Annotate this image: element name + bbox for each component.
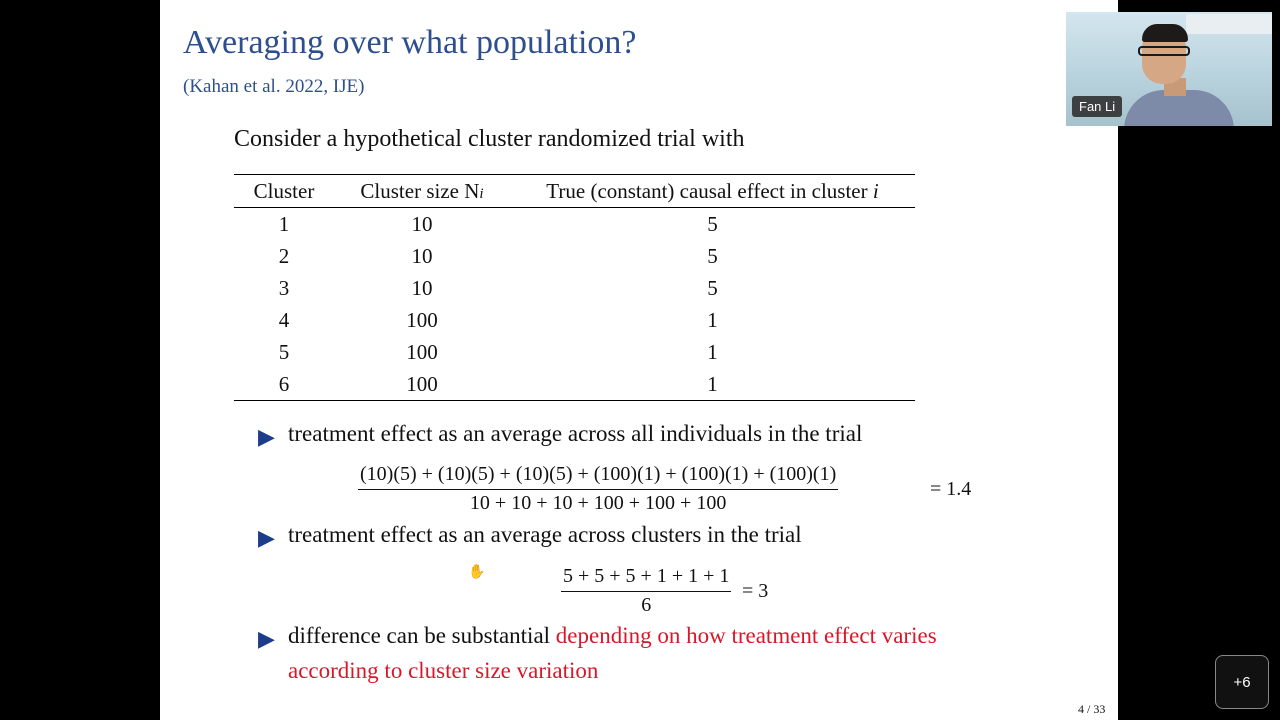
table-row — [234, 272, 915, 304]
citation: (Kahan et al. 2022, IJE) — [183, 76, 365, 97]
bullet-text: difference can be substantial depending on how treatment effect varies — [288, 623, 937, 648]
person-avatar — [1142, 24, 1188, 42]
cell-size: 10 — [411, 275, 433, 300]
cell-size: 100 — [406, 307, 438, 332]
more-participants-button[interactable]: +6 — [1215, 655, 1269, 709]
cell-effect: 1 — [707, 371, 718, 396]
video-background — [1186, 14, 1272, 34]
cell-cluster: 6 — [278, 371, 290, 396]
col-cluster-size: Cluster size Ni — [334, 175, 510, 208]
intro-text: Consider a hypothetical cluster randomized trial with — [234, 126, 745, 152]
cell-effect: 5 — [707, 243, 718, 268]
cluster-table — [234, 174, 915, 401]
cell-effect: 1 — [707, 339, 718, 364]
bullet-triangle-icon: ▶ — [258, 626, 275, 651]
table-row — [234, 208, 915, 241]
bullet-triangle-icon: ▶ — [258, 424, 275, 449]
table-row — [234, 368, 915, 401]
participant-name: Fan Li — [1072, 96, 1122, 117]
slide-title: Averaging over what population? — [183, 24, 637, 61]
cell-cluster: 5 — [278, 339, 290, 364]
formula-numerator: (10)(5) + (10)(5) + (10)(5) + (100)(1) + (100)(1) + (100)(1) — [358, 463, 838, 490]
bullet-text: treatment effect as an average across clusters in the trial — [288, 522, 802, 547]
formula-numerator: 5 + 5 + 5 + 1 + 1 + 1 — [561, 565, 731, 592]
formula-denominator: 6 — [641, 594, 652, 616]
col-causal-effect: True (constant) causal effect in cluster i — [510, 175, 915, 208]
formula-result: = 1.4 — [930, 478, 972, 500]
bullet-text: treatment effect as an average across all individuals in the trial — [288, 421, 863, 446]
highlight-text: according to cluster size variation — [288, 658, 599, 683]
cell-size: 100 — [406, 371, 438, 396]
formula-denominator: 10 + 10 + 10 + 100 + 100 + 100 — [469, 492, 727, 514]
cell-effect: 5 — [707, 211, 718, 236]
table-row — [234, 336, 915, 368]
bullet-triangle-icon: ▶ — [258, 525, 275, 550]
table-header-row — [234, 175, 915, 208]
cell-effect: 5 — [707, 275, 718, 300]
cell-size: 10 — [411, 243, 433, 268]
formula-individual-average — [358, 463, 838, 515]
highlight-text: depending on how treatment effect varies — [555, 623, 937, 648]
table-row — [234, 304, 915, 336]
hand-cursor-icon: ✋ — [468, 565, 486, 580]
cell-effect: 1 — [707, 307, 718, 332]
participant-video-tile[interactable] — [1066, 12, 1272, 126]
cell-size: 10 — [411, 211, 433, 236]
page-number: 4 / 33 — [1078, 702, 1106, 716]
col-cluster: Cluster — [234, 175, 334, 208]
cell-cluster: 2 — [278, 243, 290, 268]
formula-result: = 3 — [742, 580, 769, 602]
cell-cluster: 4 — [278, 307, 290, 332]
cell-cluster: 1 — [278, 211, 290, 236]
formula-cluster-average — [561, 565, 731, 617]
presentation-slide — [160, 0, 1118, 720]
cell-size: 100 — [406, 339, 438, 364]
table-row — [234, 240, 915, 272]
cell-cluster: 3 — [278, 275, 290, 300]
person-avatar — [1138, 46, 1190, 56]
